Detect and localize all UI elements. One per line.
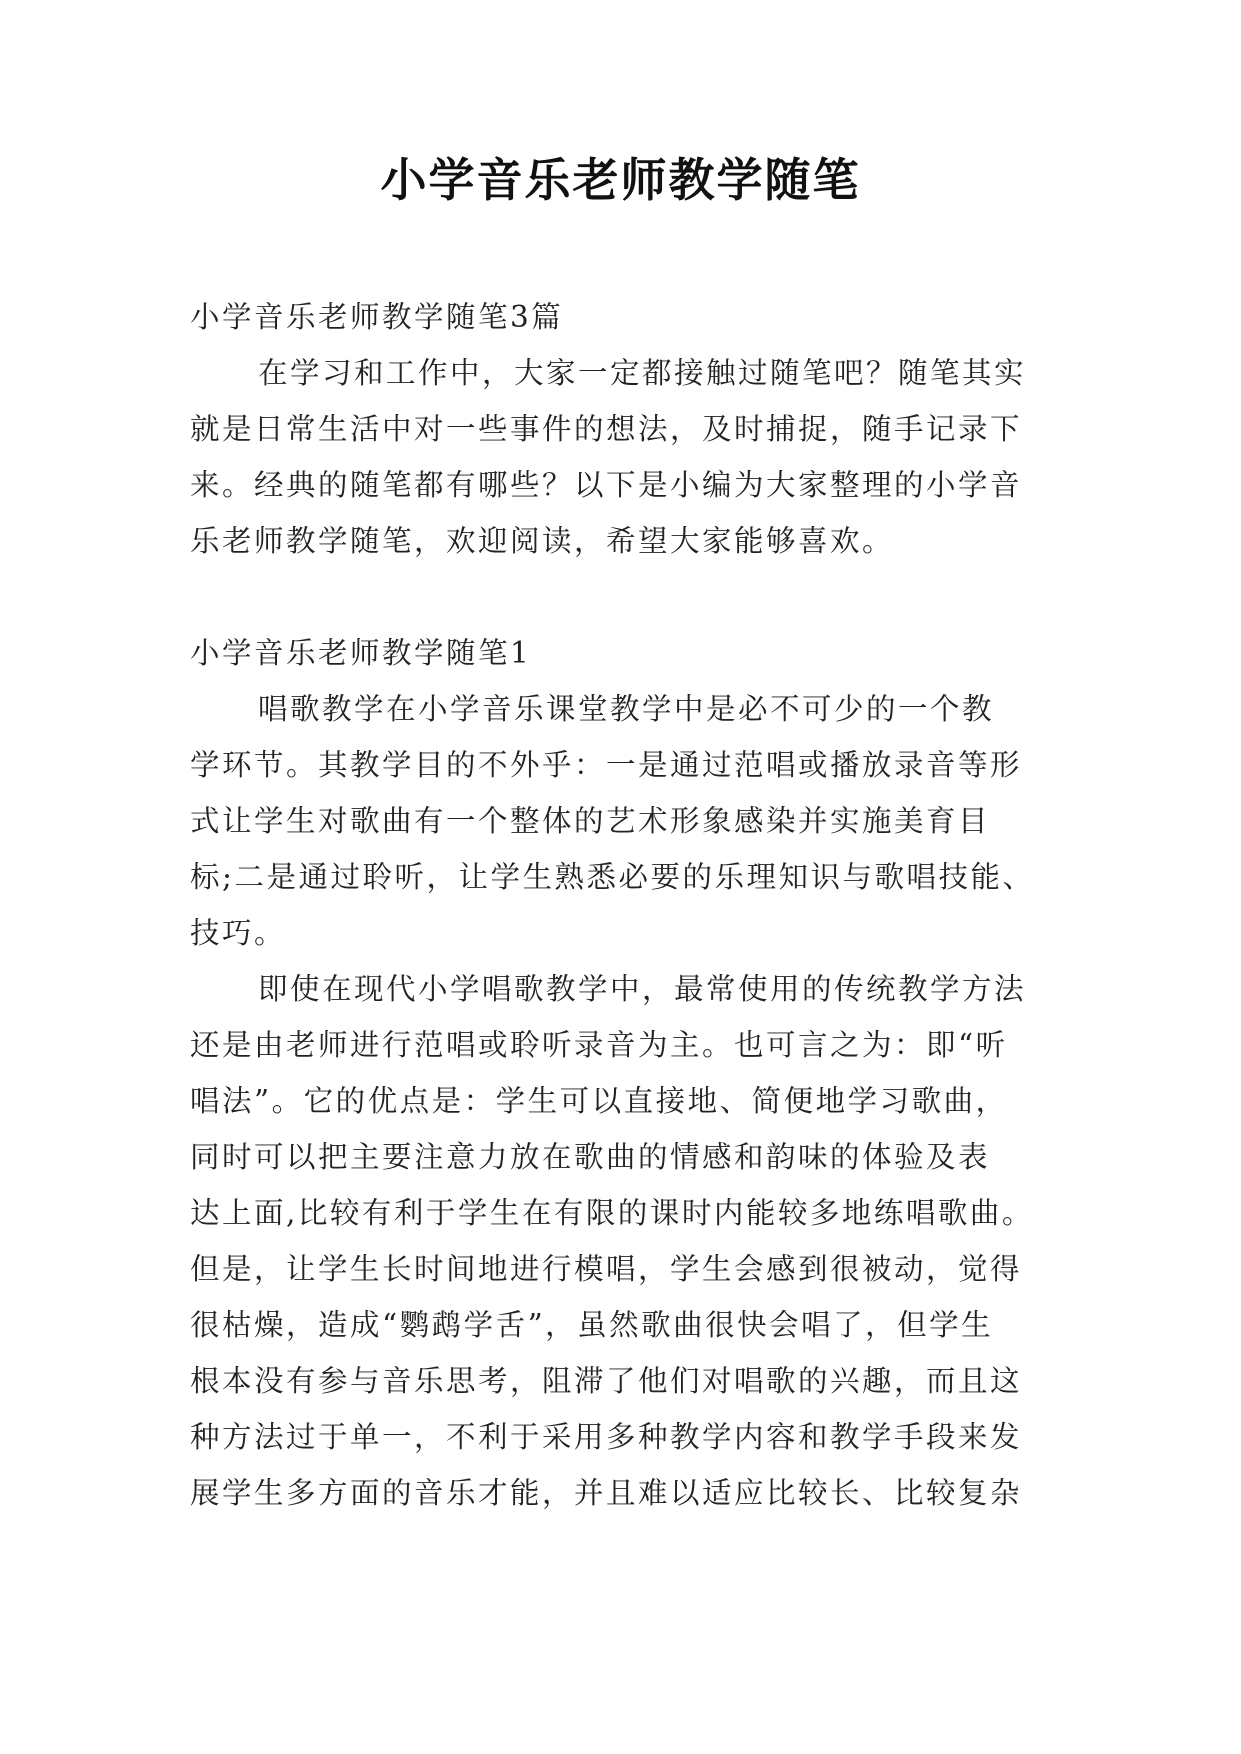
paragraph-line: 达上面,比较有利于学生在有限的课时内能较多地练唱歌曲。 (190, 1196, 1034, 1230)
paragraph-line: 在学习和工作中，大家一定都接触过随笔吧？随笔其实 (258, 356, 1027, 390)
document-body (190, 289, 1070, 1521)
paragraph-line: 唱歌教学在小学音乐课堂教学中是必不可少的一个教 (258, 692, 995, 726)
paragraph-line: 即使在现代小学唱歌教学中，最常使用的传统教学方法 (258, 972, 1027, 1006)
paragraph-line: 很枯燥，造成“鹦鹉学舌”，虽然歌曲很快会唱了，但学生 (190, 1308, 994, 1342)
intro-paragraph (190, 345, 1070, 569)
paragraph-line: 但是，让学生长时间地进行模唱，学生会感到很被动，觉得 (190, 1252, 1023, 1286)
paragraph-line: 技巧。 (190, 916, 287, 950)
blank-line (190, 569, 1070, 625)
paragraph-line: 来。经典的随笔都有哪些？以下是小编为大家整理的小学音 (190, 468, 1023, 502)
paragraph-line: 同时可以把主要注意力放在歌曲的情感和韵味的体验及表 (190, 1140, 991, 1174)
paragraph-line: 种方法过于单一，不利于采用多种教学内容和教学手段来发 (190, 1420, 1023, 1454)
paragraph-line: 根本没有参与音乐思考，阻滞了他们对唱歌的兴趣，而且这 (190, 1364, 1023, 1398)
paragraph-line: 式让学生对歌曲有一个整体的艺术形象感染并实施美育目 (190, 804, 991, 838)
document-title: 小学音乐老师教学随笔 (380, 153, 861, 207)
paragraph-line: 还是由老师进行范唱或聆听录音为主。也可言之为：即“听 (190, 1028, 1008, 1062)
section-paragraph-1 (190, 681, 1070, 961)
paragraph-line: 标;二是通过聆听，让学生熟悉必要的乐理知识与歌唱技能、 (190, 860, 1035, 894)
paragraph-line: 唱法”。它的优点是：学生可以直接地、简便地学习歌曲， (190, 1084, 1008, 1118)
section-heading: 小学音乐老师教学随笔1 (190, 636, 532, 670)
paragraph-line: 学环节。其教学目的不外乎：一是通过范唱或播放录音等形 (190, 748, 1023, 782)
document-subtitle: 小学音乐老师教学随笔3篇 (190, 300, 564, 334)
paragraph-line: 乐老师教学随笔，欢迎阅读，希望大家能够喜欢。 (190, 524, 895, 558)
paragraph-line: 展学生多方面的音乐才能，并且难以适应比较长、比较复杂 (190, 1476, 1023, 1510)
paragraph-line: 就是日常生活中对一些事件的想法，及时捕捉，随手记录下 (190, 412, 1023, 446)
section-paragraph-2 (190, 961, 1070, 1521)
